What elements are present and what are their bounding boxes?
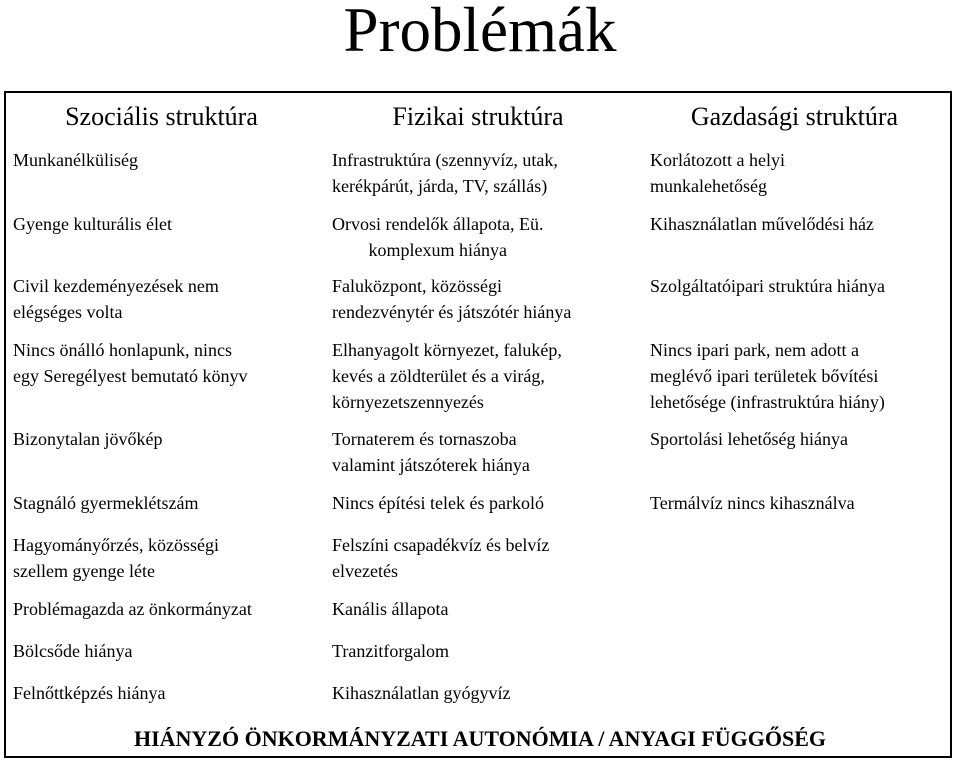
cell-physical: Tranzitforgalom [332, 641, 449, 661]
cell-social: Problémagazda az önkormányzat [13, 599, 252, 619]
cell-physical: Tornaterem és tornaszoba valamint játszóterek hiánya [332, 429, 530, 475]
cell-economic: Szolgáltatóipari struktúra hiánya [650, 276, 885, 296]
cell-social: Civil kezdeményezések nem elégséges volta [13, 276, 219, 322]
cell-physical: Orvosi rendelők állapota, Eü. komplexum hiánya [332, 214, 544, 260]
header-physical: Fizikai struktúra [392, 102, 564, 131]
cell-physical: Felszíni csapadékvíz és belvíz elvezetés [332, 535, 550, 581]
cell-economic: Korlátozott a helyi munkalehetőség [650, 150, 785, 196]
cell-social: Bizonytalan jövőkép [13, 429, 163, 449]
cell-economic: Sportolási lehetőség hiánya [650, 429, 848, 449]
cell-physical: Kihasználatlan gyógyvíz [332, 683, 511, 703]
page-title: Problémák [343, 0, 617, 65]
cell-social: Gyenge kulturális élet [13, 214, 172, 234]
cell-social: Hagyományőrzés, közösségi szellem gyenge léte [13, 535, 219, 581]
cell-economic: Kihasználatlan művelődési ház [650, 214, 874, 234]
cell-physical: Nincs építési telek és parkoló [332, 493, 544, 513]
cell-economic: Termálvíz nincs kihasználva [650, 493, 855, 513]
cell-physical: Kanális állapota [332, 599, 449, 619]
cell-social: Felnőttképzés hiánya [13, 683, 166, 703]
header-economic: Gazdasági struktúra [690, 102, 899, 131]
cell-economic: Nincs ipari park, nem adott a meglévő ipari területek bővítési lehetősége (infrastruktúra hiány) [650, 340, 885, 412]
cell-social: Bölcsőde hiánya [13, 641, 133, 661]
cell-social: Nincs önálló honlapunk, nincs egy Seregélyest bemutató könyv [13, 340, 248, 386]
cell-social: Stagnáló gyermeklétszám [13, 493, 199, 513]
cell-physical: Faluközpont, közösségi rendezvénytér és játszótér hiánya [332, 276, 572, 322]
cell-physical: Infrastruktúra (szennyvíz, utak, kerékpárút, járda, TV, szállás) [332, 150, 558, 196]
header-social: Szociális struktúra [65, 102, 258, 131]
cell-social: Munkanélküliség [13, 150, 138, 170]
cell-physical: Elhanyagolt környezet, falukép, kevés a zöldterület és a virág, környezetszennyezés [332, 340, 562, 412]
footer-conclusion: HIÁNYZÓ ÖNKORMÁNYZATI AUTONÓMIA / ANYAGI FÜGGŐSÉG [133, 726, 827, 751]
